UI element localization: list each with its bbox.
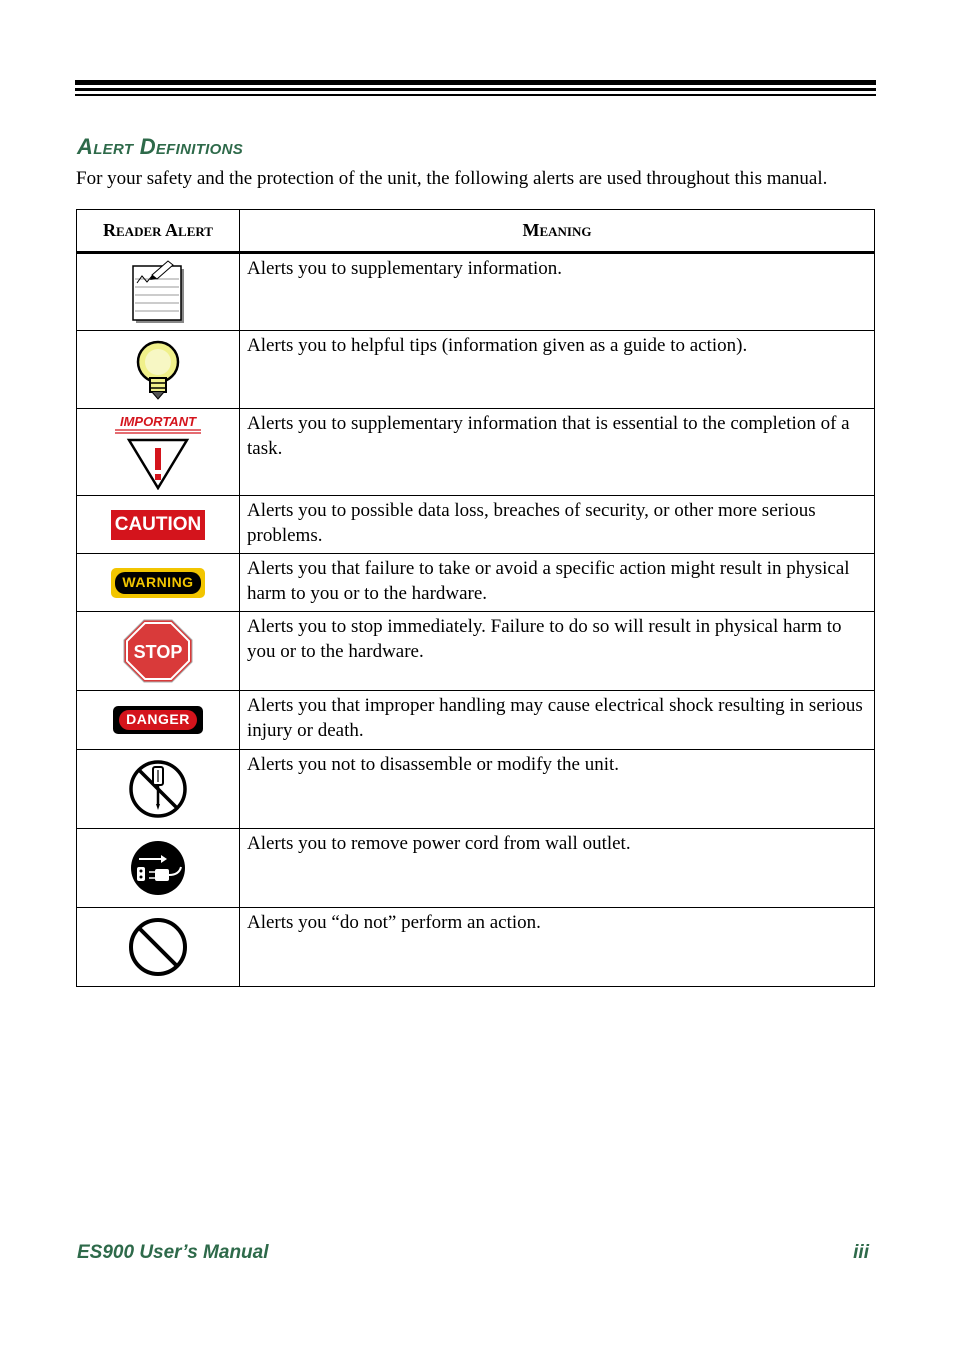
meaning-cell: Alerts you to supplementary information that is essential to the completion of a task.	[240, 409, 875, 496]
prohibited-icon-cell	[77, 908, 240, 987]
stop-icon-cell	[77, 612, 240, 691]
table-row	[77, 691, 875, 750]
meaning-cell: Alerts you to supplementary information.	[240, 253, 875, 331]
stop-label: STOP	[133, 642, 183, 662]
section-title: Alert Definitions	[77, 134, 244, 159]
meaning-cell: Alerts you to helpful tips (information given as a guide to action).	[240, 331, 875, 409]
caution-label: CAUTION	[114, 513, 202, 535]
warning-icon-cell	[77, 554, 240, 612]
lightbulb-icon-cell	[77, 331, 240, 409]
table-row	[77, 331, 875, 409]
note-icon-cell	[77, 253, 240, 331]
meaning-cell: Alerts you that improper handling may cause electrical shock resulting in serious injury or death.	[240, 691, 875, 750]
meaning-cell: Alerts you that failure to take or avoid a specific action might result in physical harm to you or to the hardware.	[240, 554, 875, 612]
footer-manual-title: ES900 User’s Manual	[77, 1242, 269, 1263]
table-row	[77, 253, 875, 331]
important-icon	[113, 414, 203, 490]
intro-text: For your safety and the protection of the unit, the following alerts are used throughout this manual.	[76, 168, 828, 189]
important-label: IMPORTANT	[119, 414, 197, 429]
unplug-icon	[127, 837, 189, 899]
footer-page-number: iii	[853, 1242, 869, 1263]
header-rule-thin	[75, 94, 876, 96]
note-icon	[128, 259, 188, 325]
table-row	[77, 409, 875, 496]
meaning-cell: Alerts you to possible data loss, breaches of security, or other more serious problems.	[240, 496, 875, 554]
table-row	[77, 829, 875, 908]
alert-table	[76, 209, 875, 987]
table-row	[77, 908, 875, 987]
meaning-cell: Alerts you “do not” perform an action.	[240, 908, 875, 987]
caution-icon	[111, 510, 206, 540]
caution-icon-cell	[77, 496, 240, 554]
prohibited-icon	[127, 916, 189, 978]
table-row	[77, 554, 875, 612]
important-icon-cell	[77, 409, 240, 496]
stop-icon	[122, 619, 194, 683]
header-reader-alert: Reader Alert	[77, 210, 240, 253]
meaning-cell: Alerts you to remove power cord from wall outlet.	[240, 829, 875, 908]
table-row	[77, 612, 875, 691]
warning-label: WARNING	[122, 573, 194, 590]
meaning-cell: Alerts you not to disassemble or modify the unit.	[240, 750, 875, 829]
lightbulb-icon	[133, 338, 183, 402]
warning-icon	[111, 568, 204, 598]
table-row	[77, 496, 875, 554]
danger-icon-cell	[77, 691, 240, 750]
header-meaning: Meaning	[240, 210, 875, 253]
unplug-icon-cell	[77, 829, 240, 908]
table-header-row	[77, 210, 875, 253]
header-rule-mid	[75, 88, 876, 91]
danger-label: DANGER	[126, 711, 190, 727]
no-disassemble-icon	[127, 758, 189, 820]
danger-icon	[113, 706, 203, 734]
meaning-cell: Alerts you to stop immediately. Failure to do so will result in physical harm to you or to the hardware.	[240, 612, 875, 691]
table-row	[77, 750, 875, 829]
header-rule-thick	[75, 80, 876, 85]
no-disassemble-icon-cell	[77, 750, 240, 829]
